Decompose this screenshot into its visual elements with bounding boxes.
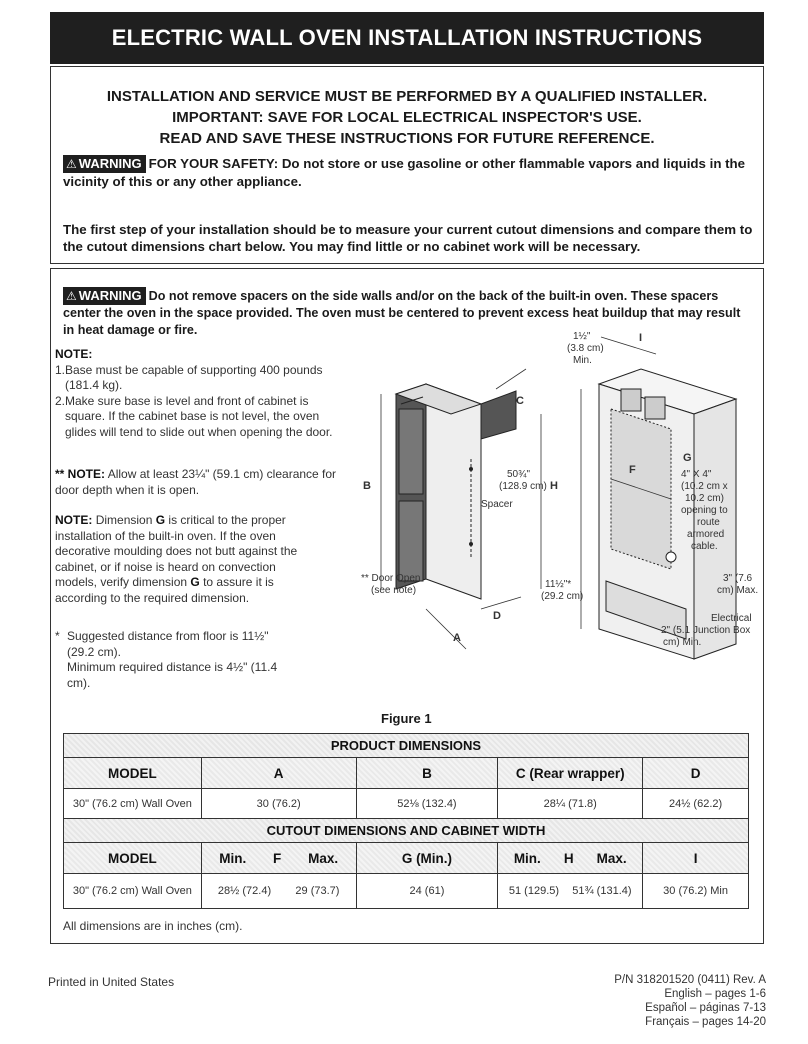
product-header-c: C (Rear wrapper) [498,758,643,789]
note-item-1: 1. Base must be capable of supporting 400 pounds (181.4 kg). [55,362,323,392]
warning-safety-text: FOR YOUR SAFETY: Do not store or use gasoline or other flammable vapors and liquids in the vicinity of this or any other appliance. [63,156,746,189]
cutout-model: 30" (76.2 cm) Wall Oven [64,874,202,909]
notes-list [55,363,345,441]
cutout-h-values: 51 (129.5) 51¾ (131.4) [498,874,643,909]
product-dimensions-title-row [64,734,749,758]
installation-diagram [341,329,761,709]
hole-label-1: 4" X 4" [681,469,712,480]
door-open-label-1: ** Door Open [361,573,421,584]
dimensions-footnote: All dimensions are in inches (cm). [63,919,243,933]
jbox-label-1: Electrical [711,613,752,624]
first-step-paragraph: The first step of your installation should be to measure your current cutout dimensions and compare them to the cutout dimensions chart below. You may find little or no cabinet work will be necessary. [63,222,753,254]
dim-label-d: D [493,610,501,622]
hole-label-7: cable. [691,541,718,552]
hole-label-6: armored [687,529,725,540]
max-label-1: 3" (7.6 [723,573,753,584]
warning-badge-2: ⚠ WARNING [63,287,146,305]
instructions-box [50,268,764,944]
cutout-value-row [64,874,749,909]
product-header-d: D [643,758,749,789]
lang-french: Français – pages 14-20 [645,1016,766,1028]
floor-dist-2: (29.2 cm) [541,591,584,602]
page-title-banner [50,12,764,64]
door-clearance-note: ** NOTE: Allow at least 23¼" (59.1 cm) clearance for door depth when it is open. [55,467,337,497]
hole-label-2: (10.2 cm x [681,481,728,492]
height-dim-1: 50¾" [507,469,531,480]
warning-triangle-icon-2: ⚠ [66,289,77,303]
product-d-value: 24½ (62.2) [643,789,749,819]
product-b-value: 52⅛ (132.4) [356,789,498,819]
min-label-1: 2" (5.1 [661,625,691,636]
part-number: P/N 318201520 (0411) Rev. A [614,974,766,986]
hole-label-5: route [697,517,720,528]
warning-safety-paragraph [63,155,753,190]
warning-spacers-text: Do not remove spacers on the side walls and/or on the back of the built-in oven. These spacers center the oven in the space provided. The oven must be centered to prevent excess heat buildup that may result in heat damage or fire. [63,289,741,337]
hole-label-3: 10.2 cm) [685,493,724,504]
note-item-2: 2. Make sure base is level and front of cabinet is square. If the cabinet base is not level, the oven glides will tend to slide out when opening the door. [55,393,333,439]
product-c-value: 28¼ (71.8) [498,789,643,819]
cutout-header-f: Min. F Max. [201,843,356,874]
cutout-title: CUTOUT DIMENSIONS AND CABINET WIDTH [64,819,749,843]
oven-drawing [396,384,516,599]
warning-triangle-icon: ⚠ [66,157,77,171]
lang-spanish: Español – páginas 7-13 [645,1002,766,1014]
dim-label-c: C [516,395,524,407]
dim-label-b: B [363,480,371,492]
cutout-g-value: 24 (61) [356,874,498,909]
hole-label-4: opening to [681,505,728,516]
dim-label-g: G [683,452,692,464]
cutout-f-values: 28½ (72.4) 29 (73.7) [201,874,356,909]
dimension-g-note: NOTE: Dimension G is critical to the proper installation of the built-in oven. If the oven decorative moulding does not butt against the cabinet, or if noise is heard on convection models, verify dimension G to assure it is according to the required dimension. [55,513,298,605]
height-dim-2: (128.9 cm) [499,481,547,492]
door-open-label-2: (see note) [371,585,417,596]
product-header-model: MODEL [64,758,202,789]
dim-label-a: A [453,632,461,644]
spacer-label: Spacer [481,499,513,510]
floor-distance-note: * Suggested distance from floor is 11½" (29.2 cm). Minimum required distance is 4½" (11.4 cm). [55,629,278,690]
product-header-b: B [356,758,498,789]
product-a-value: 30 (76.2) [201,789,356,819]
product-header-row [64,758,749,789]
notes-block [55,347,345,440]
product-dimensions-title: PRODUCT DIMENSIONS [64,734,749,758]
jbox-label-2: Junction Box [693,625,751,636]
cutout-header-model: MODEL [64,843,202,874]
cutout-header-g: G (Min.) [356,843,498,874]
header-line-2: IMPORTANT: SAVE FOR LOCAL ELECTRICAL INSPECTOR'S USE. [172,109,642,126]
product-value-row [64,789,749,819]
warning-badge: ⚠ WARNING [63,155,146,173]
top-min-1: 1½" [573,331,591,342]
figure-caption: Figure 1 [381,711,432,726]
notes-heading: NOTE: [55,347,93,361]
top-min-2: (3.8 cm) [567,343,604,354]
cutout-i-value: 30 (76.2) Min [643,874,749,909]
dim-label-h: H [550,480,558,492]
dimensions-table [63,733,749,909]
cutout-header-i: I [643,843,749,874]
safety-box [50,66,764,264]
printed-in: Printed in United States [48,975,175,989]
lang-english: English – pages 1-6 [664,988,766,1000]
cutout-title-row [64,819,749,843]
cutout-header-h: Min. H Max. [498,843,643,874]
floor-dist-1: 11½"* [545,579,572,590]
cutout-header-row [64,843,749,874]
page-title: ELECTRIC WALL OVEN INSTALLATION INSTRUCTIONS [111,25,703,50]
product-model: 30" (76.2 cm) Wall Oven [64,789,202,819]
product-header-a: A [201,758,356,789]
dim-label-f: F [629,464,636,476]
top-min-3: Min. [573,355,592,366]
max-label-2: cm) Max. [717,585,759,596]
dim-label-i: I [639,332,643,344]
min-label-2: cm) Min. [663,637,702,648]
header-line-3: READ AND SAVE THESE INSTRUCTIONS FOR FUTURE REFERENCE. [159,130,655,147]
footer-pn-block [614,973,766,1029]
header-line-1: INSTALLATION AND SERVICE MUST BE PERFORMED BY A QUALIFIED INSTALLER. [106,88,708,105]
